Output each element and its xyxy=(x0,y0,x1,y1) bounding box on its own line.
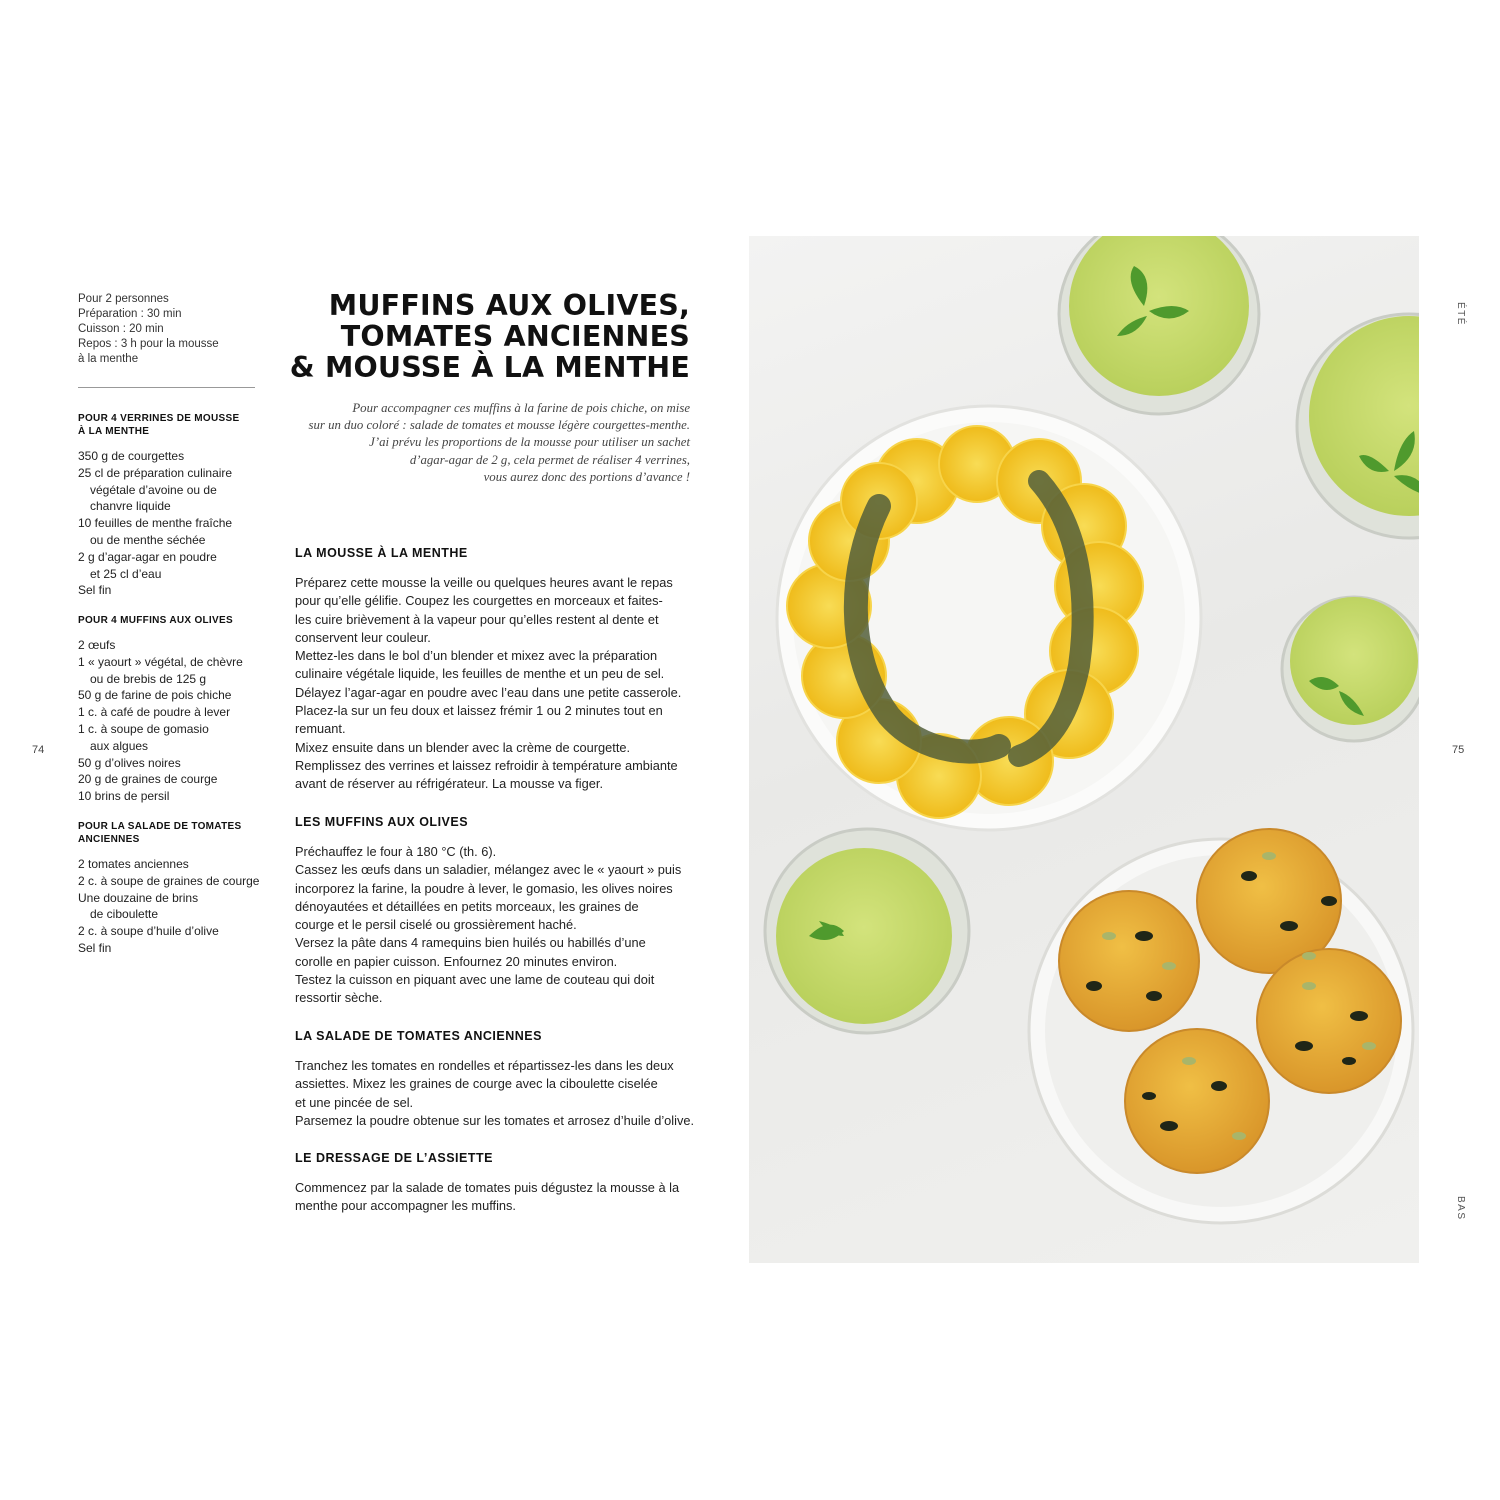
ingredient-line: 2 œufs xyxy=(78,638,116,652)
ingredient-line: 2 tomates anciennes xyxy=(78,857,189,871)
section-body xyxy=(295,1057,695,1130)
recipe-intro xyxy=(292,400,690,486)
ingredient-line: de ciboulette xyxy=(90,907,159,922)
section-mousse xyxy=(295,546,695,794)
intro-line: Pour accompagner ces muffins à la farine de pois chiche, on mise xyxy=(352,401,690,415)
verrine-right-2 xyxy=(1282,597,1419,741)
ingredient-line: 1 c. à café de poudre à lever xyxy=(78,705,231,720)
ingredients-heading xyxy=(78,614,258,627)
heading-line: ANCIENNES xyxy=(78,834,140,845)
section-body xyxy=(295,843,695,1008)
meta-line: Repos : 3 h pour la mousse xyxy=(78,338,219,350)
body-line: Mettez-les dans le bol d’un blender et mixez avec la préparation xyxy=(295,648,658,664)
section-muffins xyxy=(295,815,695,1008)
title-line: TOMATES ANCIENNES xyxy=(340,320,690,353)
ingredient-line: 1 « yaourt » végétal, de chèvre xyxy=(78,654,243,669)
divider xyxy=(78,387,255,388)
ingredient-line: 2 g d’agar-agar en poudre xyxy=(78,549,217,564)
food-photo xyxy=(749,236,1419,1263)
ingredient-line: 2 c. à soupe d’huile d’olive xyxy=(78,924,219,939)
muffin-plate xyxy=(1029,829,1413,1223)
section-dressage xyxy=(295,1151,695,1216)
body-line: Versez la pâte dans 4 ramequins bien huilés ou habillés d’une xyxy=(295,935,646,951)
ingredients-heading xyxy=(78,412,258,438)
recipe-title xyxy=(262,290,690,383)
ingredient-line: 10 feuilles de menthe fraîche xyxy=(78,516,233,531)
ingredient-line: 50 g de farine de pois chiche xyxy=(78,688,232,703)
meta-line: Pour 2 personnes xyxy=(78,293,169,305)
body-line: menthe pour accompagner les muffins. xyxy=(295,1198,516,1214)
ingredient-line: 25 cl de préparation culinaire xyxy=(78,465,233,480)
intro-line: vous aurez donc des portions d’avance ! xyxy=(483,469,690,484)
body-line: Préchauffez le four à 180 °C (th. 6). xyxy=(295,844,497,859)
ingredient-list xyxy=(78,637,258,805)
page-number-left: 74 xyxy=(32,744,45,756)
ingredient-line: 10 brins de persil xyxy=(78,789,170,804)
body-line: Parsemez la poudre obtenue sur les tomates et arrosez d’huile d’olive. xyxy=(295,1112,695,1128)
running-head-bottom: BAS xyxy=(1455,1196,1466,1221)
heading-line: À LA MENTHE xyxy=(78,426,150,437)
ingredient-line: 1 c. à soupe de gomasio xyxy=(78,721,209,736)
body-line: les cuire brièvement à la vapeur pour qu’elles restent al dente et xyxy=(295,611,659,627)
body-line: Mixez ensuite dans un blender avec la crème de courgette. xyxy=(295,739,631,755)
body-line: Délayez l’agar-agar en poudre avec l’eau dans une petite casserole. xyxy=(295,684,682,700)
ingredients-heading xyxy=(78,820,268,846)
ingredient-line: 50 g d’olives noires xyxy=(78,755,181,770)
heading-line: POUR LA SALADE DE TOMATES xyxy=(78,821,242,832)
body-line: culinaire végétale liquide, les feuilles de menthe et un peu de sel. xyxy=(295,666,665,682)
tomato-plate xyxy=(777,406,1201,830)
ingredient-line: Une douzaine de brins xyxy=(78,890,199,905)
ingredient-line: végétale d’avoine ou de xyxy=(90,482,217,497)
body-line: assiettes. Mixez les graines de courge avec la ciboulette ciselée xyxy=(295,1076,658,1092)
body-line: et une pincée de sel. xyxy=(295,1094,414,1110)
ingredient-line: chanvre liquide xyxy=(90,499,171,514)
ingredient-list xyxy=(78,448,258,599)
ingredient-line: 350 g de courgettes xyxy=(78,449,185,463)
ingredient-line: aux algues xyxy=(90,738,149,753)
body-line: avant de réserver au réfrigérateur. La mousse va figer. xyxy=(295,776,603,792)
body-line: ressortir sèche. xyxy=(295,990,383,1006)
body-line: Préparez cette mousse la veille ou quelques heures avant le repas xyxy=(295,575,673,590)
body-line: Commencez par la salade de tomates puis dégustez la mousse à la xyxy=(295,1180,680,1195)
body-line: Tranchez les tomates en rondelles et répartissez-les dans les deux xyxy=(295,1058,674,1073)
section-heading: LES MUFFINS AUX OLIVES xyxy=(295,815,469,829)
ingredient-line: ou de brebis de 125 g xyxy=(90,671,207,686)
ingredient-line: Sel fin xyxy=(78,940,112,955)
title-line: & MOUSSE À LA MENTHE xyxy=(289,351,690,384)
section-heading: LE DRESSAGE DE L’ASSIETTE xyxy=(295,1151,493,1165)
section-body xyxy=(295,1179,695,1216)
section-body xyxy=(295,574,695,794)
body-line: pour qu’elle gélifie. Coupez les courgettes en morceaux et faites- xyxy=(295,593,663,609)
recipe-meta xyxy=(78,292,258,367)
body-line: corolle en papier cuisson. Enfournez 20 minutes environ. xyxy=(295,953,618,969)
ingredient-line: ou de menthe séchée xyxy=(90,532,206,547)
title-line: MUFFINS AUX OLIVES, xyxy=(328,289,690,322)
meta-line: Cuisson : 20 min xyxy=(78,323,164,335)
body-line: Cassez les œufs dans un saladier, mélangez avec le « yaourt » puis xyxy=(295,862,682,878)
body-line: dénoyautées et détaillées en petits morceaux, les graines de xyxy=(295,898,639,914)
page-number-right: 75 xyxy=(1452,744,1465,756)
body-line: incorporez la farine, la poudre à lever, le gomasio, les olives noires xyxy=(295,880,673,896)
section-heading: LA SALADE DE TOMATES ANCIENNES xyxy=(295,1029,542,1043)
meta-line: Préparation : 30 min xyxy=(78,308,182,320)
ingredients-salade xyxy=(78,820,268,957)
ingredient-list xyxy=(78,856,268,957)
food-photo-illustration xyxy=(749,236,1419,1263)
verrine-right-1 xyxy=(1297,314,1419,538)
body-line: Placez-la sur un feu doux et laissez frémir 1 ou 2 minutes tout en xyxy=(295,703,663,719)
body-line: Remplissez des verrines et laissez refroidir à température ambiante xyxy=(295,757,678,773)
ingredient-line: Sel fin xyxy=(78,583,112,598)
verrine-top xyxy=(1059,236,1259,414)
body-line: courge et le persil ciselé ou grossièrement haché. xyxy=(295,917,577,933)
heading-line: POUR 4 VERRINES DE MOUSSE xyxy=(78,413,240,424)
ingredients-muffins xyxy=(78,614,258,805)
section-heading: LA MOUSSE À LA MENTHE xyxy=(295,546,468,560)
ingredients-mousse xyxy=(78,412,258,599)
intro-line: sur un duo coloré : salade de tomates et mousse légère courgettes-menthe. xyxy=(308,418,690,433)
meta-line: à la menthe xyxy=(78,353,139,365)
intro-line: d’agar-agar de 2 g, cela permet de réaliser 4 verrines, xyxy=(409,452,690,467)
body-line: remuant. xyxy=(295,721,346,737)
section-salade xyxy=(295,1029,695,1130)
body-line: conservent leur couleur. xyxy=(295,629,431,645)
ingredient-line: 2 c. à soupe de graines de courge xyxy=(78,873,260,888)
ingredient-line: 20 g de graines de courge xyxy=(78,772,218,787)
heading-line: POUR 4 MUFFINS AUX OLIVES xyxy=(78,615,233,626)
intro-line: J’ai prévu les proportions de la mousse pour utiliser un sachet xyxy=(369,435,690,450)
ingredient-line: et 25 cl d’eau xyxy=(90,566,162,581)
verrine-bottom-left xyxy=(765,829,969,1033)
running-head-top: ÉTÉ xyxy=(1455,302,1466,326)
body-line: Testez la cuisson en piquant avec une lame de couteau qui doit xyxy=(295,972,655,988)
